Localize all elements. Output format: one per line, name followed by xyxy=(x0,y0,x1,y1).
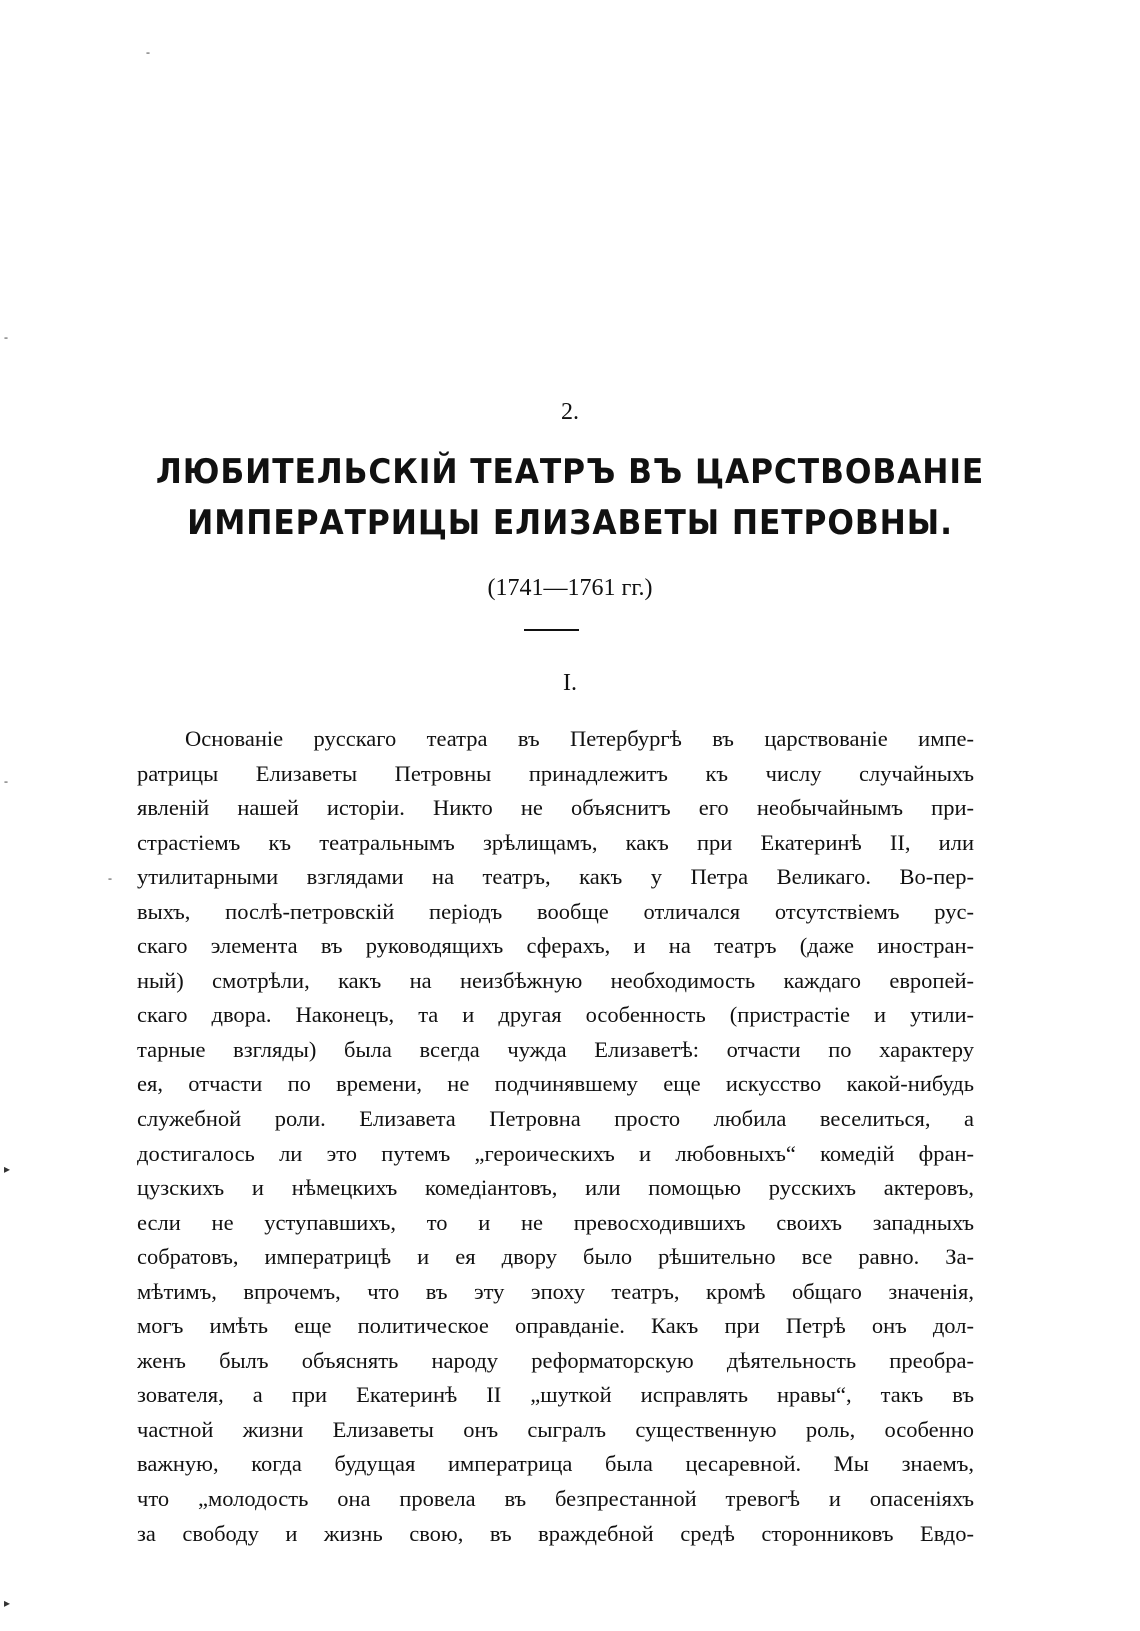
scan-mark: ▸ xyxy=(4,1596,11,1610)
chapter-number: 2. xyxy=(561,399,579,425)
scan-mark: - xyxy=(4,330,8,344)
text-line: ратрицы Елизаветы Петровны принадлежитъ къ числу случайныхъ xyxy=(137,760,974,786)
text-line: мѣтимъ, впрочемъ, что въ эту эпоху театръ, кромѣ общаго значенія, xyxy=(137,1278,974,1304)
text-line: что „молодость она провела въ безпрестанной тревогѣ и опасеніяхъ xyxy=(137,1486,974,1512)
text-line: могъ имѣть еще политическое оправданіе. Какъ при Петрѣ онъ дол- xyxy=(137,1313,974,1339)
chapter-title-line-2: ИМПЕРАТРИЦЫ ЕЛИЗАВЕТЫ ПЕТРОВНЫ. xyxy=(187,503,953,543)
text-line: цузскихъ и нѣмецкихъ комедіантовъ, или помощью русскихъ актеровъ, xyxy=(137,1175,974,1201)
scan-mark: - xyxy=(108,871,112,885)
text-line: достигалось ли это путемъ „героическихъ и любовныхъ“ комедій фран- xyxy=(137,1140,974,1166)
chapter-title-line-1: ЛЮБИТЕЛЬСКІЙ ТЕАТРЪ ВЪ ЦАРСТВОВАНІЕ xyxy=(155,452,985,492)
scan-mark: - xyxy=(4,774,8,788)
text-line: женъ былъ объяснять народу реформаторскую дѣятельность преобра- xyxy=(137,1347,974,1373)
text-line: собратовъ, императрицѣ и ея двору было рѣшительно все равно. За- xyxy=(137,1244,974,1270)
text-line: явленій нашей исторіи. Никто не объяснитъ его необычайнымъ при- xyxy=(137,795,974,821)
text-line: за свободу и жизнь свою, въ враждебной средѣ сторонниковъ Евдо- xyxy=(137,1520,974,1546)
text-line: выхъ, послѣ-петровскій періодъ вообще отличался отсутствіемъ рус- xyxy=(137,898,974,924)
text-line: если не уступавшихъ, то и не превосходившихъ своихъ западныхъ xyxy=(137,1209,974,1235)
text-line: ный) смотрѣли, какъ на неизбѣжную необходимость каждаго европей- xyxy=(137,967,974,993)
section-number: I. xyxy=(563,670,577,696)
text-line: страстіемъ къ театральнымъ зрѣлищамъ, какъ при Екатеринѣ II, или xyxy=(137,829,974,855)
text-line: скаго двора. Наконецъ, та и другая особенность (пристрастіе и утили- xyxy=(137,1002,974,1028)
scan-mark: - xyxy=(146,45,150,59)
body-paragraph xyxy=(137,722,974,1551)
text-line: Основаніе русскаго театра въ Петербургѣ въ царствованіе импе- xyxy=(185,726,974,751)
section-divider xyxy=(524,629,579,631)
text-line: частной жизни Елизаветы онъ сыгралъ существенную роль, особенно xyxy=(137,1416,974,1442)
text-line: скаго элемента въ руководящихъ сферахъ, и на театръ (даже иностран- xyxy=(137,933,974,959)
text-line: важную, когда будущая императрица была цесаревной. Мы знаемъ, xyxy=(137,1451,974,1477)
scan-mark: ▸ xyxy=(4,1162,11,1176)
text-line: ея, отчасти по времени, не подчинявшему еще искусство какой-нибудь xyxy=(137,1071,974,1097)
text-line: тарные взгляды) была всегда чужда Елизаветѣ: отчасти по характеру xyxy=(137,1036,974,1062)
text-line: зователя, а при Екатеринѣ II „шуткой исправлять нравы“, такъ въ xyxy=(137,1382,974,1408)
text-line: служебной роли. Елизавета Петровна просто любила веселиться, а xyxy=(137,1106,974,1132)
text-line: утилитарными взглядами на театръ, какъ у Петра Великаго. Во-пер- xyxy=(137,864,974,890)
chapter-years: (1741—1761 гг.) xyxy=(487,575,653,601)
